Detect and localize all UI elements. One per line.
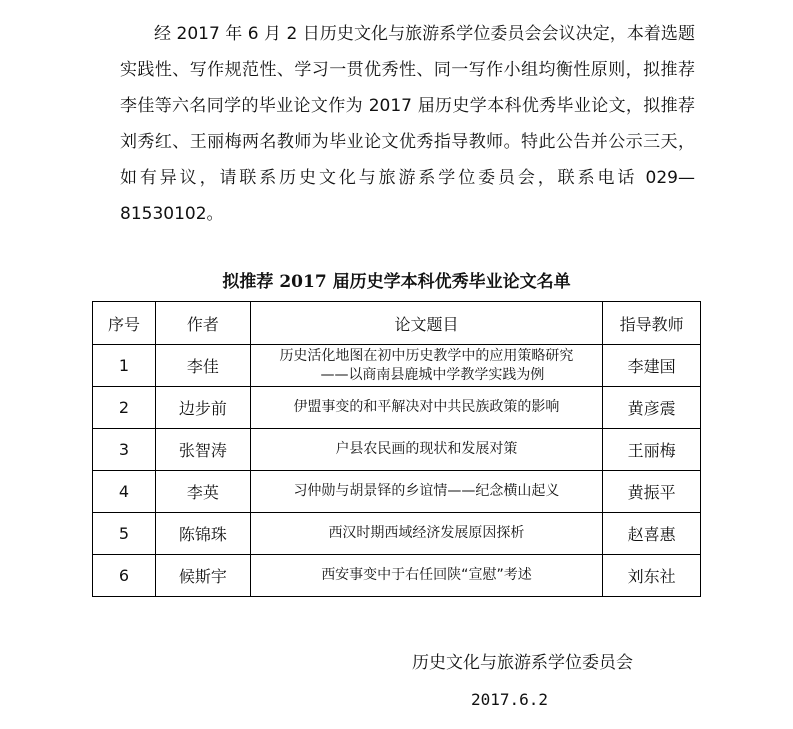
- row-number: 2: [93, 387, 156, 429]
- row-advisor: 李建国: [603, 345, 701, 387]
- row-title: 户县农民画的现状和发展对策: [250, 429, 602, 471]
- row-number: 3: [93, 429, 156, 471]
- row-title: 习仲勋与胡景铎的乡谊情——纪念横山起义: [250, 471, 602, 513]
- table-row: [93, 387, 701, 429]
- row-title: [250, 345, 602, 387]
- row-title-line1: 历史活化地图在初中历史教学中的应用策略研究: [279, 347, 574, 364]
- announcement-paragraph: 经 2017 年 6 月 2 日历史文化与旅游系学位委员会会议决定，本着选题实践性、写作规范性、学习一贯优秀性、同一写作小组均衡性原则，拟推荐李佳等六名同学的毕业论文作为 2017 届历史学本科优秀毕业论文，拟推荐刘秀红、王丽梅两名教师为毕业论文优秀指导教师。特此公告并公示三天，如有异议，请联系历史文化与旅游系学位委员会，联系电话 029—81530102。: [120, 24, 695, 224]
- row-author: 候斯宇: [155, 555, 250, 597]
- row-advisor: 赵喜惠: [603, 513, 701, 555]
- row-title: 西汉时期西域经济发展原因探析: [250, 513, 602, 555]
- row-author: 李英: [155, 471, 250, 513]
- row-title-line2: ——以商南县鹿城中学教学实践为例: [320, 366, 545, 383]
- row-title: 伊盟事变的和平解决对中共民族政策的影响: [250, 387, 602, 429]
- table-row: [93, 471, 701, 513]
- table-header-row: [93, 302, 701, 345]
- row-title: 西安事变中于右任回陕“宣慰”考述: [250, 555, 602, 597]
- recommendation-table: [92, 301, 701, 597]
- header-title: 论文题目: [250, 302, 602, 345]
- row-author: 李佳: [155, 345, 250, 387]
- row-author: 边步前: [155, 387, 250, 429]
- row-number: 6: [93, 555, 156, 597]
- table-title: 拟推荐 2017 届历史学本科优秀毕业论文名单: [222, 272, 571, 292]
- row-advisor: 王丽梅: [603, 429, 701, 471]
- row-number: 4: [93, 471, 156, 513]
- row-advisor: 刘东社: [603, 555, 701, 597]
- table-row: [93, 513, 701, 555]
- row-author: 陈锦珠: [155, 513, 250, 555]
- header-author: 作者: [155, 302, 250, 345]
- row-number: 5: [93, 513, 156, 555]
- header-number: 序号: [93, 302, 156, 345]
- row-advisor: 黄振平: [603, 471, 701, 513]
- row-number: 1: [93, 345, 156, 387]
- row-advisor: 黄彦震: [603, 387, 701, 429]
- table-row: [93, 555, 701, 597]
- signature-org: 历史文化与旅游系学位委员会: [412, 653, 633, 673]
- table-row: [93, 345, 701, 387]
- header-advisor: 指导教师: [603, 302, 701, 345]
- row-author: 张智涛: [155, 429, 250, 471]
- table-row: [93, 429, 701, 471]
- signature-date: 2017.6.2: [471, 690, 549, 709]
